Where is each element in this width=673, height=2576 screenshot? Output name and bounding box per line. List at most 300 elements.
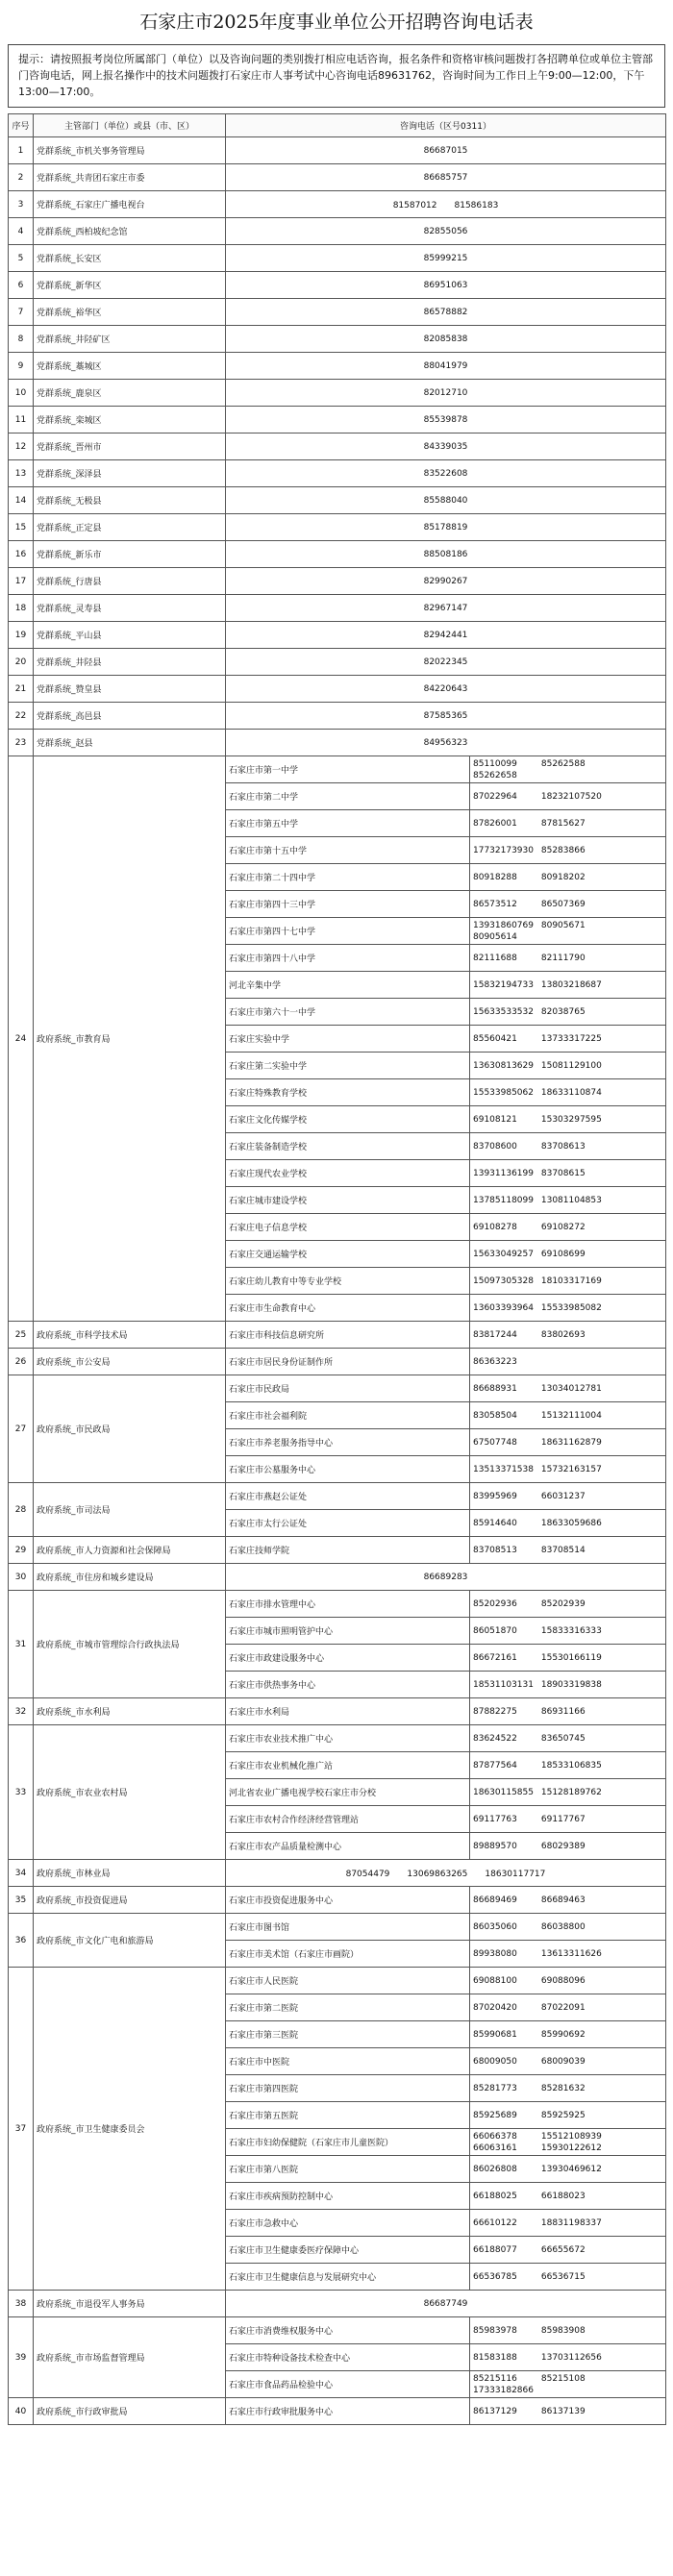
dept-name: 政府系统_市教育局 bbox=[34, 756, 226, 1322]
phone-number: 83995969 bbox=[473, 1491, 517, 1501]
phone-number: 15832194733 bbox=[473, 979, 534, 990]
phone-number: 69108699 bbox=[540, 1249, 586, 1259]
table-row bbox=[9, 703, 666, 730]
unit-name: 河北辛集中学 bbox=[226, 972, 470, 999]
phone-number: 83708513 bbox=[473, 1545, 517, 1555]
table-row bbox=[9, 2291, 666, 2317]
phone-number: 83624522 bbox=[473, 1733, 517, 1744]
phone-number: 86689463 bbox=[540, 1895, 586, 1905]
phone-number: 86507369 bbox=[540, 899, 586, 909]
dept-name: 党群系统_藁城区 bbox=[34, 353, 226, 380]
table-row bbox=[9, 407, 666, 433]
row-number: 26 bbox=[9, 1349, 34, 1375]
dept-name: 政府系统_市水利局 bbox=[34, 1698, 226, 1725]
phone-number: 66610122 bbox=[473, 2217, 517, 2228]
unit-phone bbox=[470, 1833, 666, 1860]
phone-number: 83708615 bbox=[540, 1168, 586, 1178]
unit-name: 石家庄市中医院 bbox=[226, 2048, 470, 2075]
row-number: 20 bbox=[9, 649, 34, 676]
unit-phone bbox=[470, 1914, 666, 1941]
phone-number: 13733317225 bbox=[540, 1033, 602, 1044]
table-row bbox=[9, 1349, 666, 1375]
phone-number: 18631162879 bbox=[540, 1437, 602, 1448]
table-row bbox=[9, 164, 666, 191]
phone-number: 85202936 bbox=[473, 1598, 517, 1609]
phone-number: 13803218687 bbox=[540, 979, 602, 990]
table-row bbox=[9, 2398, 666, 2425]
row-number: 29 bbox=[9, 1537, 34, 1564]
dept-phone: 82085838 bbox=[226, 326, 666, 353]
phone-number: 13081104853 bbox=[540, 1195, 602, 1205]
dept-name: 党群系统_高邑县 bbox=[34, 703, 226, 730]
unit-name: 石家庄市燕赵公证处 bbox=[226, 1483, 470, 1510]
phone-number: 85281773 bbox=[473, 2083, 517, 2093]
table-row bbox=[9, 622, 666, 649]
row-number: 33 bbox=[9, 1725, 34, 1860]
table-body bbox=[9, 137, 666, 2425]
phone-number: 15633049257 bbox=[473, 1249, 534, 1259]
phone-number: 18103317169 bbox=[540, 1276, 602, 1286]
dept-phone: 83522608 bbox=[226, 460, 666, 487]
unit-phone bbox=[470, 2102, 666, 2129]
unit-phone bbox=[470, 783, 666, 810]
unit-name: 石家庄市食品药品检验中心 bbox=[226, 2371, 470, 2398]
row-number: 31 bbox=[9, 1591, 34, 1698]
unit-name: 石家庄市供热事务中心 bbox=[226, 1672, 470, 1698]
unit-name: 石家庄实验中学 bbox=[226, 1026, 470, 1053]
phone-number: 13931136199 bbox=[473, 1168, 534, 1178]
table-row bbox=[9, 1375, 666, 1402]
row-number: 28 bbox=[9, 1483, 34, 1537]
phone-number: 66188025 bbox=[473, 2191, 517, 2201]
phone-number: 69108278 bbox=[473, 1222, 517, 1232]
phone-number: 13630813629 bbox=[473, 1060, 534, 1071]
phone-number: 87020420 bbox=[473, 2002, 517, 2013]
table-row bbox=[9, 2317, 666, 2344]
phone-number: 85983978 bbox=[473, 2325, 517, 2336]
row-number: 34 bbox=[9, 1860, 34, 1887]
phone-number: 85983908 bbox=[540, 2325, 586, 2336]
table-row bbox=[9, 299, 666, 326]
phone-number: 85990681 bbox=[473, 2029, 517, 2040]
unit-phone bbox=[470, 1941, 666, 1968]
row-number: 38 bbox=[9, 2291, 34, 2317]
dept-phone: 86687015 bbox=[226, 137, 666, 164]
phone-number: 85262658 bbox=[473, 770, 517, 780]
table-row bbox=[9, 1860, 666, 1887]
unit-name: 石家庄市妇幼保健院（石家庄市儿童医院） bbox=[226, 2129, 470, 2156]
unit-phone bbox=[470, 945, 666, 972]
phone-number: 87882275 bbox=[473, 1706, 517, 1717]
row-number: 40 bbox=[9, 2398, 34, 2425]
dept-name: 政府系统_市公安局 bbox=[34, 1349, 226, 1375]
unit-phone bbox=[470, 1806, 666, 1833]
phone-number: 87877564 bbox=[473, 1760, 517, 1771]
unit-name: 石家庄市第二中学 bbox=[226, 783, 470, 810]
dept-name: 党群系统_正定县 bbox=[34, 514, 226, 541]
phone-number: 83817244 bbox=[473, 1329, 517, 1340]
unit-name: 石家庄市政建设服务中心 bbox=[226, 1645, 470, 1672]
phone-number: 86363223 bbox=[473, 1356, 517, 1367]
phone-number: 15530166119 bbox=[540, 1652, 602, 1663]
unit-name: 石家庄第二实验中学 bbox=[226, 1053, 470, 1079]
phone-number: 87022964 bbox=[473, 791, 517, 802]
unit-name: 河北省农业广播电视学校石家庄市分校 bbox=[226, 1779, 470, 1806]
phone-number: 66655672 bbox=[540, 2244, 586, 2255]
dept-phone: 82012710 bbox=[226, 380, 666, 407]
dept-phone: 85178819 bbox=[226, 514, 666, 541]
unit-phone bbox=[470, 2398, 666, 2425]
phone-number: 15533985082 bbox=[540, 1302, 602, 1313]
phone-number: 13703112656 bbox=[540, 2352, 602, 2363]
unit-name: 石家庄市第二十四中学 bbox=[226, 864, 470, 891]
phone-number: 69108121 bbox=[473, 1114, 517, 1125]
unit-name: 石家庄交通运输学校 bbox=[226, 1241, 470, 1268]
unit-phone bbox=[470, 1053, 666, 1079]
table-row bbox=[9, 541, 666, 568]
phone-number: 18232107520 bbox=[540, 791, 602, 802]
phone-number: 86035060 bbox=[473, 1921, 517, 1932]
phone-number: 66188077 bbox=[473, 2244, 517, 2255]
unit-name: 石家庄市养老服务指导中心 bbox=[226, 1429, 470, 1456]
unit-name: 石家庄市农产品质量检测中心 bbox=[226, 1833, 470, 1860]
table-row bbox=[9, 460, 666, 487]
phone-number: 18633110874 bbox=[540, 1087, 602, 1098]
unit-name: 石家庄市第十五中学 bbox=[226, 837, 470, 864]
phone-number: 82038765 bbox=[540, 1006, 586, 1017]
table-row bbox=[9, 1914, 666, 1941]
page-title: 石家庄市2025年度事业单位公开招聘咨询电话表 bbox=[139, 12, 534, 33]
row-number: 25 bbox=[9, 1322, 34, 1349]
unit-name: 石家庄市消费维权服务中心 bbox=[226, 2317, 470, 2344]
row-number: 30 bbox=[9, 1564, 34, 1591]
phone-number: 15512108939 bbox=[540, 2131, 602, 2142]
phone-number: 15128189762 bbox=[540, 1787, 602, 1797]
unit-name: 石家庄市公墓服务中心 bbox=[226, 1456, 470, 1483]
table-row bbox=[9, 326, 666, 353]
unit-name: 石家庄市美术馆（石家庄市画院） bbox=[226, 1941, 470, 1968]
dept-phone: 84220643 bbox=[226, 676, 666, 703]
phone-number: 15097305328 bbox=[473, 1276, 534, 1286]
unit-name: 石家庄市城市照明管护中心 bbox=[226, 1618, 470, 1645]
dept-name: 政府系统_市卫生健康委员会 bbox=[34, 1968, 226, 2291]
phone-number: 69088096 bbox=[540, 1975, 586, 1986]
unit-phone bbox=[470, 810, 666, 837]
unit-phone bbox=[470, 1725, 666, 1752]
unit-phone bbox=[470, 2210, 666, 2237]
phone-number: 13613311626 bbox=[540, 1948, 602, 1959]
row-number: 8 bbox=[9, 326, 34, 353]
row-number: 10 bbox=[9, 380, 34, 407]
dept-phone: 86689283 bbox=[226, 1564, 666, 1591]
phone-number: 85110099 bbox=[473, 758, 517, 769]
contact-table bbox=[8, 113, 666, 2425]
phone-number: 82111790 bbox=[540, 953, 586, 963]
dept-name: 党群系统_新华区 bbox=[34, 272, 226, 299]
row-number: 22 bbox=[9, 703, 34, 730]
table-row bbox=[9, 730, 666, 756]
row-number: 35 bbox=[9, 1887, 34, 1914]
table-row bbox=[9, 137, 666, 164]
table-row bbox=[9, 1322, 666, 1349]
table-row bbox=[9, 568, 666, 595]
phone-number: 86672161 bbox=[473, 1652, 517, 1663]
phone-number: 85925689 bbox=[473, 2110, 517, 2120]
dept-name: 党群系统_裕华区 bbox=[34, 299, 226, 326]
row-number: 6 bbox=[9, 272, 34, 299]
phone-number: 66066378 bbox=[473, 2131, 517, 2142]
unit-phone bbox=[470, 864, 666, 891]
phone-number: 15633533532 bbox=[473, 1006, 534, 1017]
unit-name: 石家庄市社会福利院 bbox=[226, 1402, 470, 1429]
unit-phone bbox=[470, 918, 666, 945]
phone-number: 83650745 bbox=[540, 1733, 586, 1744]
row-number: 3 bbox=[9, 191, 34, 218]
dept-name: 政府系统_市投资促进局 bbox=[34, 1887, 226, 1914]
phone-number: 69117763 bbox=[473, 1814, 517, 1824]
row-number: 7 bbox=[9, 299, 34, 326]
unit-phone bbox=[470, 2183, 666, 2210]
unit-phone bbox=[470, 2021, 666, 2048]
dept-name: 党群系统_共青团石家庄市委 bbox=[34, 164, 226, 191]
unit-name: 石家庄幼儿教育中等专业学校 bbox=[226, 1268, 470, 1295]
phone-number: 86038800 bbox=[540, 1921, 586, 1932]
header-phone: 咨询电话（区号0311） bbox=[226, 114, 666, 137]
unit-phone bbox=[470, 756, 666, 783]
phone-number: 83708514 bbox=[540, 1545, 586, 1555]
table-row bbox=[9, 433, 666, 460]
dept-name: 党群系统_灵寿县 bbox=[34, 595, 226, 622]
unit-name: 石家庄市急救中心 bbox=[226, 2210, 470, 2237]
table-row bbox=[9, 649, 666, 676]
unit-phone bbox=[470, 1779, 666, 1806]
phone-number: 85281632 bbox=[540, 2083, 586, 2093]
unit-phone bbox=[470, 999, 666, 1026]
phone-number: 15081129100 bbox=[540, 1060, 602, 1071]
dept-name: 政府系统_市住房和城乡建设局 bbox=[34, 1564, 226, 1591]
unit-phone bbox=[470, 1645, 666, 1672]
unit-phone bbox=[470, 1618, 666, 1645]
phone-number: 83708613 bbox=[540, 1141, 586, 1152]
unit-name: 石家庄市第四十八中学 bbox=[226, 945, 470, 972]
phone-number: 83802693 bbox=[540, 1329, 586, 1340]
phone-number: 66536715 bbox=[540, 2271, 586, 2282]
row-number: 11 bbox=[9, 407, 34, 433]
dept-phone: 84956323 bbox=[226, 730, 666, 756]
row-number: 19 bbox=[9, 622, 34, 649]
table-row bbox=[9, 1725, 666, 1752]
unit-phone bbox=[470, 972, 666, 999]
dept-name: 政府系统_市行政审批局 bbox=[34, 2398, 226, 2425]
row-number: 14 bbox=[9, 487, 34, 514]
unit-name: 石家庄市科技信息研究所 bbox=[226, 1322, 470, 1349]
unit-phone bbox=[470, 2317, 666, 2344]
phone-number: 86931166 bbox=[540, 1706, 586, 1717]
unit-name: 石家庄市行政审批服务中心 bbox=[226, 2398, 470, 2425]
dept-phone: 82990267 bbox=[226, 568, 666, 595]
unit-name: 石家庄文化传媒学校 bbox=[226, 1106, 470, 1133]
unit-name: 石家庄现代农业学校 bbox=[226, 1160, 470, 1187]
dept-phone: 86951063 bbox=[226, 272, 666, 299]
unit-name: 石家庄市卫生健康委医疗保障中心 bbox=[226, 2237, 470, 2264]
table-row bbox=[9, 1591, 666, 1618]
unit-name: 石家庄市第八医院 bbox=[226, 2156, 470, 2183]
unit-phone bbox=[470, 1295, 666, 1322]
dept-name: 党群系统_井陉矿区 bbox=[34, 326, 226, 353]
unit-phone bbox=[470, 1698, 666, 1725]
row-number: 27 bbox=[9, 1375, 34, 1483]
unit-name: 石家庄市疾病预防控制中心 bbox=[226, 2183, 470, 2210]
dept-phone: 87054479 13069863265 18630117717 bbox=[226, 1860, 666, 1887]
header-dept: 主管部门（单位）或县（市、区） bbox=[34, 114, 226, 137]
phone-number: 66063161 bbox=[473, 2143, 517, 2153]
phone-number: 85990692 bbox=[540, 2029, 586, 2040]
dept-name: 党群系统_无极县 bbox=[34, 487, 226, 514]
unit-phone bbox=[470, 2344, 666, 2371]
row-number: 15 bbox=[9, 514, 34, 541]
unit-phone bbox=[470, 2156, 666, 2183]
dept-name: 政府系统_市文化广电和旅游局 bbox=[34, 1914, 226, 1968]
row-number: 36 bbox=[9, 1914, 34, 1968]
unit-name: 石家庄特殊教育学校 bbox=[226, 1079, 470, 1106]
unit-phone bbox=[470, 2237, 666, 2264]
unit-phone bbox=[470, 1133, 666, 1160]
phone-number: 86689469 bbox=[473, 1895, 517, 1905]
unit-name: 石家庄市投资促进服务中心 bbox=[226, 1887, 470, 1914]
table-row bbox=[9, 487, 666, 514]
phone-number: 68009039 bbox=[540, 2056, 586, 2067]
unit-phone bbox=[470, 1349, 666, 1375]
unit-name: 石家庄市农业机械化推广站 bbox=[226, 1752, 470, 1779]
unit-name: 石家庄市太行公证处 bbox=[226, 1510, 470, 1537]
table-row bbox=[9, 218, 666, 245]
dept-name: 党群系统_赵县 bbox=[34, 730, 226, 756]
dept-phone: 86687749 bbox=[226, 2291, 666, 2317]
phone-number: 18533106835 bbox=[540, 1760, 602, 1771]
row-number: 1 bbox=[9, 137, 34, 164]
phone-number: 85215108 bbox=[540, 2373, 586, 2384]
phone-number: 15533985062 bbox=[473, 1087, 534, 1098]
phone-number: 69088100 bbox=[473, 1975, 517, 1986]
dept-name: 党群系统_晋州市 bbox=[34, 433, 226, 460]
row-number: 32 bbox=[9, 1698, 34, 1725]
phone-number: 68009050 bbox=[473, 2056, 517, 2067]
unit-name: 石家庄市排水管理中心 bbox=[226, 1591, 470, 1618]
table-row bbox=[9, 756, 666, 783]
unit-name: 石家庄市农业技术推广中心 bbox=[226, 1725, 470, 1752]
unit-phone bbox=[470, 1026, 666, 1053]
unit-phone bbox=[470, 1510, 666, 1537]
phone-number: 86137129 bbox=[473, 2406, 517, 2416]
unit-name: 石家庄市第一中学 bbox=[226, 756, 470, 783]
phone-number: 89889570 bbox=[473, 1841, 517, 1851]
phone-number: 15930122612 bbox=[540, 2143, 602, 2153]
unit-phone bbox=[470, 1429, 666, 1456]
dept-name: 党群系统_石家庄广播电视台 bbox=[34, 191, 226, 218]
dept-name: 党群系统_平山县 bbox=[34, 622, 226, 649]
unit-phone bbox=[470, 891, 666, 918]
phone-number: 85914640 bbox=[473, 1518, 517, 1528]
unit-phone bbox=[470, 2075, 666, 2102]
unit-phone bbox=[470, 1456, 666, 1483]
phone-number: 15732163157 bbox=[540, 1464, 602, 1474]
phone-number: 81583188 bbox=[473, 2352, 517, 2363]
unit-phone bbox=[470, 1591, 666, 1618]
phone-number: 86026808 bbox=[473, 2164, 517, 2174]
phone-number: 86137139 bbox=[540, 2406, 586, 2416]
table-row bbox=[9, 1537, 666, 1564]
table-row bbox=[9, 353, 666, 380]
dept-name: 党群系统_长安区 bbox=[34, 245, 226, 272]
phone-number: 83708600 bbox=[473, 1141, 517, 1152]
phone-number: 69117767 bbox=[540, 1814, 586, 1824]
row-number: 24 bbox=[9, 756, 34, 1322]
phone-number: 15833316333 bbox=[540, 1625, 602, 1636]
unit-name: 石家庄市人民医院 bbox=[226, 1968, 470, 1994]
unit-name: 石家庄市卫生健康信息与发展研究中心 bbox=[226, 2264, 470, 2291]
unit-phone bbox=[470, 1887, 666, 1914]
unit-name: 石家庄城市建设学校 bbox=[226, 1187, 470, 1214]
unit-name: 石家庄市特种设备技术检查中心 bbox=[226, 2344, 470, 2371]
phone-number: 87022091 bbox=[540, 2002, 586, 2013]
unit-name: 石家庄装备制造学校 bbox=[226, 1133, 470, 1160]
phone-number: 18531103131 bbox=[473, 1679, 534, 1690]
unit-name: 石家庄市水利局 bbox=[226, 1698, 470, 1725]
phone-number: 86688931 bbox=[473, 1383, 517, 1394]
phone-number: 86573512 bbox=[473, 899, 517, 909]
unit-phone bbox=[470, 1483, 666, 1510]
unit-phone bbox=[470, 1160, 666, 1187]
table-header-row bbox=[9, 114, 666, 137]
dept-phone: 81587012 81586183 bbox=[226, 191, 666, 218]
phone-number: 80918202 bbox=[540, 872, 586, 882]
dept-name: 政府系统_市人力资源和社会保障局 bbox=[34, 1537, 226, 1564]
phone-number: 18630115855 bbox=[473, 1787, 534, 1797]
phone-number: 18903319838 bbox=[540, 1679, 602, 1690]
unit-phone bbox=[470, 2264, 666, 2291]
table-row bbox=[9, 272, 666, 299]
table-row bbox=[9, 595, 666, 622]
dept-phone: 85539878 bbox=[226, 407, 666, 433]
notice-box: 提示：请按照报考岗位所属部门（单位）以及咨询问题的类别拨打相应电话咨询，报名条件和资格审核问题拨打各招聘单位或单位主管部门咨询电话，网上报名操作中的技术问题拨打石家庄市人事考试中心咨询电话89631762，咨询时间为工作日上午9:00—12:00，下午13:00—17:00。 bbox=[8, 44, 665, 108]
phone-number: 87815627 bbox=[540, 818, 586, 829]
unit-name: 石家庄市第五医院 bbox=[226, 2102, 470, 2129]
row-number: 37 bbox=[9, 1968, 34, 2291]
unit-phone bbox=[470, 1268, 666, 1295]
phone-number: 66031237 bbox=[540, 1491, 586, 1501]
phone-number: 17732173930 bbox=[473, 845, 534, 855]
table-row bbox=[9, 1887, 666, 1914]
row-number: 18 bbox=[9, 595, 34, 622]
dept-name: 党群系统_深泽县 bbox=[34, 460, 226, 487]
phone-number: 18633059686 bbox=[540, 1518, 602, 1528]
phone-number: 13513371538 bbox=[473, 1464, 534, 1474]
dept-name: 党群系统_行唐县 bbox=[34, 568, 226, 595]
unit-phone bbox=[470, 1187, 666, 1214]
phone-number: 66188023 bbox=[540, 2191, 586, 2201]
unit-name: 石家庄市第四十三中学 bbox=[226, 891, 470, 918]
unit-phone bbox=[470, 1537, 666, 1564]
dept-phone: 82942441 bbox=[226, 622, 666, 649]
unit-phone bbox=[470, 837, 666, 864]
row-number: 12 bbox=[9, 433, 34, 460]
phone-number: 66536785 bbox=[473, 2271, 517, 2282]
dept-phone: 82855056 bbox=[226, 218, 666, 245]
phone-number: 13930469612 bbox=[540, 2164, 602, 2174]
unit-phone bbox=[470, 1079, 666, 1106]
phone-number: 13603393964 bbox=[473, 1302, 534, 1313]
dept-phone: 88041979 bbox=[226, 353, 666, 380]
